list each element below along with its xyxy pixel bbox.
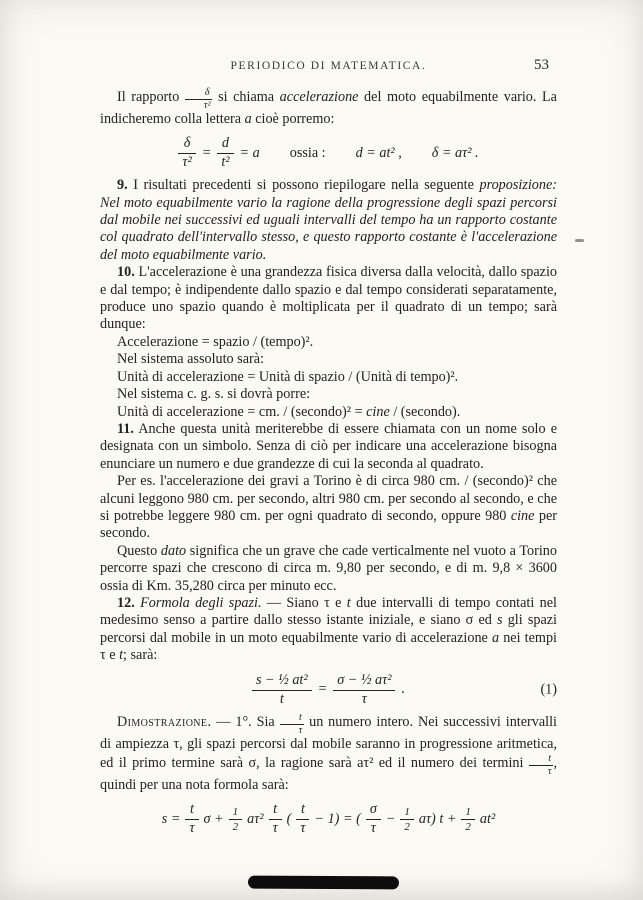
text-run: Accelerazione = spazio / (tempo)². xyxy=(117,333,314,350)
equation-group xyxy=(162,802,495,837)
page-number: 53 xyxy=(534,57,549,73)
math-fraction xyxy=(178,136,195,171)
running-title: PERIODICO DI MATEMATICA. xyxy=(230,60,427,72)
text-run: nei tempi τ e xyxy=(100,629,557,664)
text-run: Nel sistema c. g. s. si dovrà porre: xyxy=(117,386,311,403)
math-fraction xyxy=(269,802,282,837)
fraction-denominator: τ xyxy=(298,725,303,737)
section-number: 10. xyxy=(117,264,135,281)
fraction-numerator: σ − ½ aτ² xyxy=(333,673,395,691)
math-operator: = a xyxy=(239,145,260,162)
fraction-numerator: 1 xyxy=(229,806,243,820)
paragraph-section-12 xyxy=(100,595,557,665)
text-run: un numero intero. Nei successivi intervalli di ampiezza τ, gli spazi percorsi dal mobile saranno in progressione aritmetica, ed il primo termine sarà σ, la ragione sarà aτ² ed il numero dei termini xyxy=(100,714,557,771)
fraction-denominator: τ xyxy=(300,820,306,837)
fraction-denominator: τ xyxy=(361,690,367,707)
fraction-denominator: τ xyxy=(370,820,376,837)
text-run: L'accelerazione è una grandezza fisica diversa dalla velocità, dallo spazio e dal tempo; è indipendente dallo spazio e dal tempo considerati separatamente, produce uno spazio quando è moltiplicata per il quadrato di un tempo; sarà dunque: xyxy=(100,264,557,333)
math-operator: = xyxy=(201,145,212,162)
fraction-numerator: t xyxy=(280,713,305,725)
fraction-numerator: σ xyxy=(366,802,381,820)
section-number: 12. xyxy=(117,594,135,611)
fraction-numerator: t xyxy=(185,802,198,820)
text-run: significa che un grave che cade verticalmente nel vuoto a Torino percorre spazi che crescono di circa m. 9,80 per secondo, e di m. 9,8 × 3600 ossia di Km. 35,280 circa per minuto ecc. xyxy=(100,542,557,594)
text-run: due intervalli di tempo contati nel medesimo senso a partire dallo stesso istante iniziale, e siano σ ed xyxy=(100,594,557,629)
line-unit-cm-cine xyxy=(100,404,557,421)
math-operator: σ + xyxy=(203,810,224,827)
math-fraction xyxy=(333,673,395,708)
math-run: − 1) = ( xyxy=(314,810,361,827)
text-run: Il rapporto xyxy=(117,89,185,105)
fraction-denominator: τ xyxy=(189,820,195,837)
equation-number: (1) xyxy=(540,681,557,698)
math-variable: t xyxy=(346,594,351,611)
math-operator: = xyxy=(317,681,328,698)
equation-group xyxy=(178,136,259,171)
paragraph-example-torino xyxy=(100,473,557,543)
text-run: ; sarà: xyxy=(123,647,158,664)
paragraph-section-9 xyxy=(100,177,557,264)
math-term: at² xyxy=(479,810,496,827)
italic-run: cine xyxy=(510,507,535,524)
italic-run: accelerazione xyxy=(279,89,359,105)
fraction-numerator: δ xyxy=(185,88,213,100)
fraction-denominator: τ xyxy=(547,765,552,777)
text-run: Anche questa unità meriterebbe di essere chiamata con un nome solo e designata con un simbolo. Senza di ciò per indicare una accelerazione bisogna enunciare un numero e due grandezze di cui la seconda al quadrato. xyxy=(100,420,557,472)
text-run: Nel sistema assoluto sarà: xyxy=(117,351,264,368)
math-variable: t xyxy=(119,647,124,664)
text-run: cioè porremo: xyxy=(251,111,335,127)
text-run: / (secondo). xyxy=(389,403,461,420)
text-run: Questo xyxy=(117,542,161,559)
italic-proposition: proposizione: Nel moto equabilmente vario la ragione della progressione degli spazi percorsi dal mobile nei successivi ed uguali intervalli del tempo ha un rapporto costante col quadrato dell'intervallo stesso, e questo rapporto costante è l'accelerazione del moto equabilmente vario. xyxy=(100,177,557,263)
text-run: I risultati precedenti si possono riepilogare nella seguente xyxy=(127,177,480,194)
math-run: aτ) t + xyxy=(418,810,457,827)
section-number: 11. xyxy=(117,420,134,437)
fraction-numerator: t xyxy=(269,802,282,820)
italic-run: a xyxy=(244,111,252,127)
fraction-denominator: t² xyxy=(221,154,230,171)
math-operator: − xyxy=(385,810,396,827)
fraction-denominator: τ² xyxy=(182,154,192,171)
fraction-denominator: t xyxy=(279,690,284,707)
paragraph-intro xyxy=(100,88,557,128)
text-run: del moto equabilmente vario. La indicheremo colla lettera xyxy=(100,89,557,127)
fraction-denominator: 2 xyxy=(465,821,471,834)
math-fraction-half xyxy=(229,806,243,834)
math-fraction xyxy=(185,802,198,837)
math-term: aτ² xyxy=(247,810,264,827)
formula-expansion xyxy=(100,802,557,837)
fraction-numerator: t xyxy=(529,754,554,766)
text-run: , quindi per una nota formola sarà: xyxy=(100,754,557,793)
fraction-numerator: δ xyxy=(178,136,195,154)
line-acceleration-formula xyxy=(100,334,557,351)
paragraph-dimostrazione xyxy=(100,713,557,794)
ossia-label: ossia : xyxy=(289,145,326,162)
italic-title: Formola degli spazi. xyxy=(134,594,262,611)
math-parenthesis: ( xyxy=(286,810,292,827)
text-run: — 1°. Sia xyxy=(211,714,280,731)
fraction-denominator: 2 xyxy=(232,821,239,834)
scan-artifact-black-bar xyxy=(248,876,399,890)
math-fraction xyxy=(296,802,309,837)
fraction-numerator: s − ½ at² xyxy=(252,673,312,691)
page-content xyxy=(100,88,557,843)
math-fraction xyxy=(252,673,312,708)
inline-fraction-delta-tau xyxy=(185,88,213,111)
fraction-denominator: τ² xyxy=(203,100,211,111)
equation-delta-atau2: δ = aτ² . xyxy=(431,145,479,162)
math-fraction-half xyxy=(400,806,414,834)
fraction-numerator: 1 xyxy=(400,806,414,820)
inline-fraction-t-tau xyxy=(280,713,305,736)
math-fraction xyxy=(366,802,381,837)
inline-fraction-t-tau xyxy=(529,754,554,777)
formula-spaces-equation-1 xyxy=(100,673,557,708)
line-absolute-system xyxy=(100,351,557,368)
fraction-numerator: 1 xyxy=(461,806,475,820)
text-run: si chiama xyxy=(212,89,280,105)
paragraph-questo-dato xyxy=(100,543,557,595)
smallcaps-dimostrazione: Dimostrazione. xyxy=(117,714,212,731)
math-fraction xyxy=(217,136,233,171)
fraction-denominator: 2 xyxy=(404,821,410,834)
formula-acceleration-definition xyxy=(100,136,557,171)
text-run: — Siano τ e xyxy=(261,594,347,611)
text-run: Per es. l'accelerazione dei gravi a Torino è di circa 980 cm. / (secondo)² che alcuni leggono 980 cm. per secondo, altri 980 cm. per secondo al secondo, e che si potrebbe leggere 980 cm. per ogni quadrato di secondo, oppure 980 xyxy=(100,473,557,524)
text-run: Unità di accelerazione = cm. / (secondo)² = xyxy=(117,403,367,420)
math-fraction-half xyxy=(461,806,475,834)
math-operator: s = xyxy=(161,810,181,827)
line-unit-acceleration xyxy=(100,369,557,386)
math-punctuation: . xyxy=(401,681,406,698)
italic-run: dato xyxy=(160,542,187,559)
text-run: gli spazi percorsi dal mobile in un moto equabilmente vario di accelerazione xyxy=(100,612,557,646)
paragraph-section-11 xyxy=(100,421,557,473)
text-run: per secondo. xyxy=(100,507,557,542)
math-variable: a xyxy=(491,629,500,646)
paragraph-section-10 xyxy=(100,264,557,334)
section-number: 9. xyxy=(117,177,128,194)
italic-run: cine xyxy=(366,403,390,420)
fraction-numerator: t xyxy=(296,802,309,820)
equation-group xyxy=(252,673,405,708)
page-header xyxy=(100,57,557,73)
line-cgs-system xyxy=(100,386,557,403)
text-run: Unità di accelerazione = Unità di spazio / (Unità di tempo)². xyxy=(117,368,459,385)
equation-d-at2: d = at² , xyxy=(355,145,402,162)
fraction-numerator: d xyxy=(217,136,233,154)
math-variable: s xyxy=(497,612,503,629)
scan-speck xyxy=(575,239,584,242)
fraction-denominator: τ xyxy=(272,820,278,837)
